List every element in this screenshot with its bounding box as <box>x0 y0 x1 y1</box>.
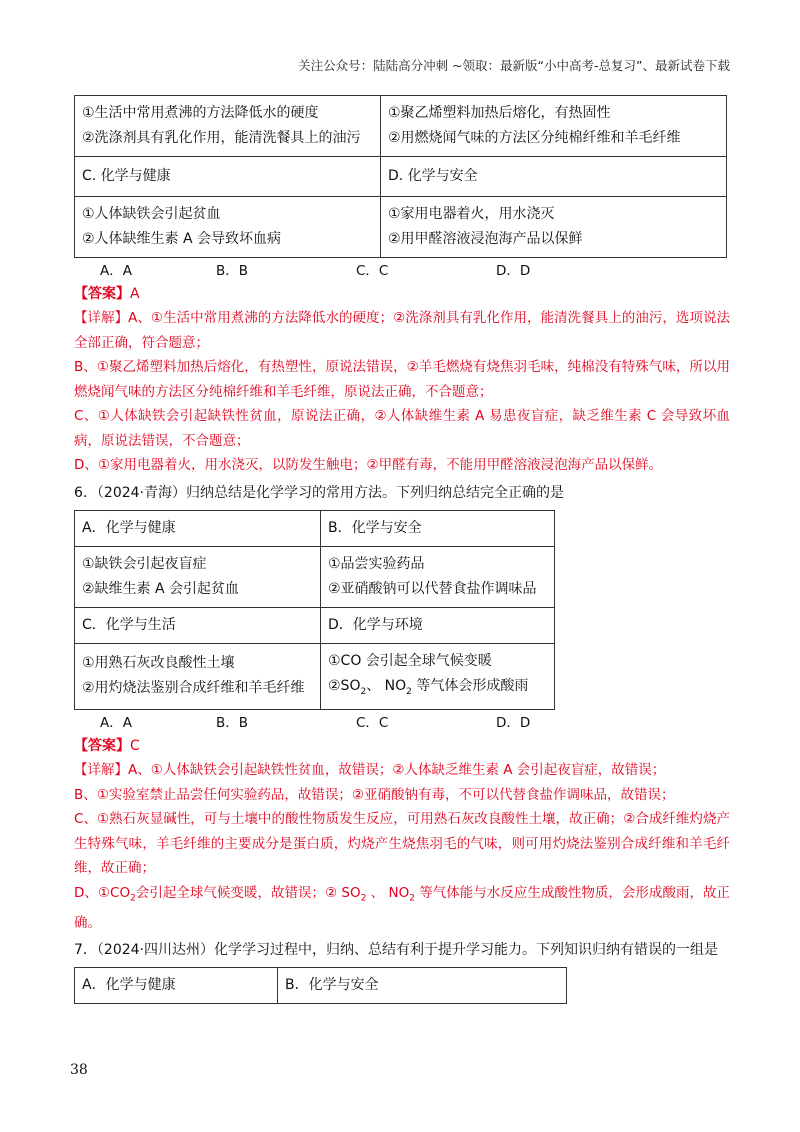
table-cell: ①家用电器着火，用水浇灭 ②用甲醛溶液浸泡海产品以保鲜 <box>381 197 727 258</box>
q7-table <box>74 967 567 1004</box>
table-cell: ①品尝实验药品 ②亚硝酸钠可以代替食盐作调味品 <box>321 546 555 607</box>
option-b: B．B <box>216 263 249 279</box>
option-a: A．A <box>100 263 132 279</box>
table-cell: C. 化学与健康 <box>75 157 381 197</box>
q5-explanation: 【详解】A、①生活中常用煮沸的方法降低水的硬度；②洗涤剂具有乳化作用，能清洗餐具上的油污，选项说法全部正确，符合题意； B、①聚乙烯塑料加热后熔化，有热塑性，原说法错误，②羊毛燃烧有烧焦羽毛味，纯棉没有特殊气味，所以用燃烧闻气味的方法区分纯棉纤维和羊毛纤维，原说法正确，不合题意； C、①人体缺铁会引起缺铁性贫血，原说法正确，②人体缺维生素 A 易患夜盲症，缺乏维生素 C 会导致坏血病，原说法错误，不合题意； D、①家用电器着火，用水浇灭，以防发生触电；②甲醛有毒，不能用甲醛溶液浸泡海产品以保鲜。 <box>74 310 730 473</box>
q6-table <box>74 510 555 711</box>
table-row <box>75 546 555 607</box>
q5-table <box>74 95 727 258</box>
option-c: C．C <box>356 263 389 279</box>
table-row <box>75 968 567 1004</box>
page-header: 关注公众号：陆陆高分冲刺 ~领取：最新版“小中高考-总复习”、最新试卷下载 <box>298 58 730 73</box>
table-cell: ①用熟石灰改良酸性土壤 ②用灼烧法鉴别合成纤维和羊毛纤维 <box>75 643 321 710</box>
table-cell: C．化学与生活 <box>75 607 321 643</box>
option-d: D．D <box>496 715 531 732</box>
table-cell: D. 化学与安全 <box>381 157 727 197</box>
table-cell: B．化学与安全 <box>278 968 567 1004</box>
table-row <box>75 510 555 546</box>
page-number: 38 <box>70 1062 88 1078</box>
option-d: D．D <box>496 263 531 279</box>
table-row <box>75 157 727 197</box>
table-cell: ①缺铁会引起夜盲症 ②缺维生素 A 会引起贫血 <box>75 546 321 607</box>
option-c: C．C <box>356 715 389 732</box>
q7-stem: 7．（2024·四川达州）化学学习过程中，归纳、总结有利于提升学习能力。下列知识归纳有错误的一组是 <box>74 942 718 959</box>
q6-stem: 6．（2024·青海）归纳总结是化学学习的常用方法。下列归纳总结完全正确的是 <box>74 484 564 501</box>
q6-options <box>74 710 730 732</box>
table-cell: B．化学与安全 <box>321 510 555 546</box>
q5-answer: 【答案】A <box>74 286 140 302</box>
table-cell: ①聚乙烯塑料加热后熔化，有热固性 ②用燃烧闻气味的方法区分纯棉纤维和羊毛纤维 <box>381 96 727 157</box>
table-row <box>75 197 727 258</box>
q5-options <box>74 258 730 280</box>
option-b: B．B <box>216 715 249 732</box>
table-cell: D．化学与环境 <box>321 607 555 643</box>
option-a: A．A <box>100 715 132 732</box>
table-cell: ①生活中常用煮沸的方法降低水的硬度 ②洗涤剂具有乳化作用，能清洗餐具上的油污 <box>75 96 381 157</box>
table-row <box>75 643 555 710</box>
q6-answer: 【答案】C <box>74 738 140 755</box>
table-row <box>75 96 727 157</box>
q6-explanation: 【详解】A、①人体缺铁会引起缺铁性贫血，故错误；②人体缺乏维生素 A 会引起夜盲症，故错误； B、①实验室禁止品尝任何实验药品，故错误；②亚硝酸钠有毒，不可以代替食盐作调味品，故错误； C、①熟石灰显碱性，可与土壤中的酸性物质发生反应，可用熟石灰改良酸性土壤，故正确；②合成纤维灼烧产生特殊气味，羊毛纤维的主要成分是蛋白质，灼烧产生烧焦羽毛的气味，则可用灼烧法鉴别合成纤维和羊毛纤维，故正确； D、$①CO_2$会引起全球气候变暖，故错误；② $SO_2$ 、 $NO_2$ 等气体能与水反应生成酸性物质，会形成酸雨，故正确。 <box>74 762 730 931</box>
table-cell: A．化学与健康 <box>75 510 321 546</box>
page-content <box>74 95 730 1004</box>
table-cell: A．化学与健康 <box>75 968 278 1004</box>
table-cell: ①人体缺铁会引起贫血 ②人体缺维生素 A 会导致坏血病 <box>75 197 381 258</box>
table-row <box>75 607 555 643</box>
table-cell: ①CO 会引起全球气候变暖 $②SO_2$、 $NO_2$ 等气体会形成酸雨 <box>321 643 555 710</box>
